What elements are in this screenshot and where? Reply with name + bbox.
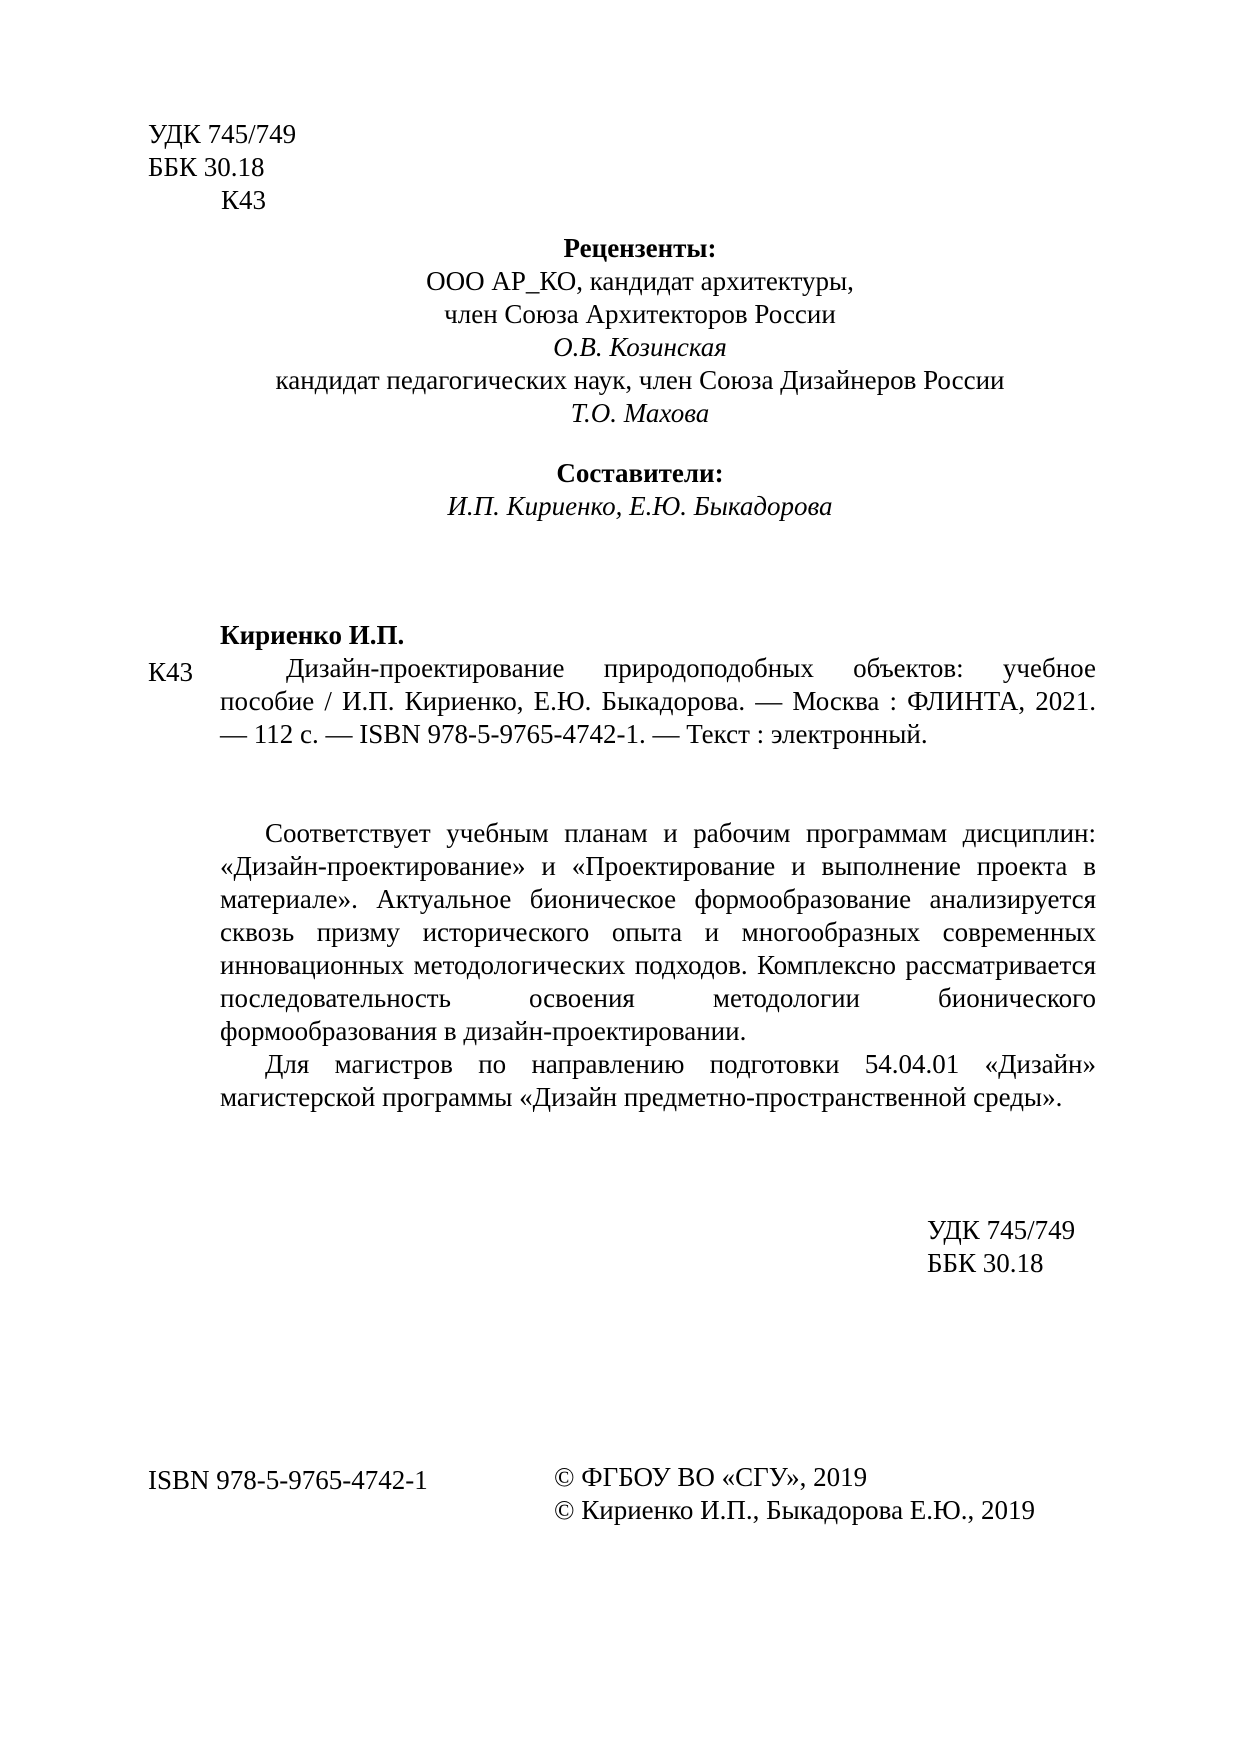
bottom-classification-block — [927, 1214, 1075, 1280]
compilers-block — [190, 457, 1090, 523]
reviewer2-name: Т.О. Махова — [570, 398, 710, 428]
udk-code-bottom: УДК 745/749 — [927, 1215, 1076, 1245]
copyright-block — [554, 1461, 1035, 1527]
annotation-block — [220, 817, 1096, 1114]
top-classification-block — [148, 118, 296, 217]
annotation-paragraph-2: Для магистров по направлению подготовки 54.04.01 «Дизайн» магистерской программы «Дизайн предметно-пространственной среды». — [220, 1049, 1096, 1112]
reviewer1-name: О.В. Козинская — [553, 332, 727, 362]
copyright-publisher: © ФГБОУ ВО «СГУ», 2019 — [554, 1462, 868, 1492]
udk-code: УДК 745/749 — [148, 119, 297, 149]
isbn-number: ISBN 978-5-9765-4742-1 — [148, 1465, 428, 1495]
bbk-code: ББК 30.18 — [148, 152, 265, 182]
reviewers-heading: Рецензенты: — [563, 233, 717, 263]
reviewers-block — [190, 232, 1090, 430]
compilers-names: И.П. Кириенко, Е.Ю. Быкадорова — [447, 491, 833, 521]
bbk-code-bottom: ББК 30.18 — [927, 1248, 1044, 1278]
reviewer1-affiliation-line1: ООО АР_КО, кандидат архитектуры, — [426, 266, 854, 296]
compilers-heading: Составители: — [556, 458, 724, 488]
author-sign: К43 — [221, 185, 267, 215]
annotation-paragraph-1: Соответствует учебным планам и рабочим программам дисциплин: «Дизайн-проектирование» и «Проектирование и выполнение проекта в материале». Актуальное бионическое формообразование анализируется сквозь призму исторического опыта и многообразных современных инновационных методологических подходов. Комплексно рассматривается последовательность освоения методологии бионического формообразования в дизайн-проектировании. — [220, 818, 1096, 1046]
reviewer1-affiliation-line2: член Союза Архитекторов России — [444, 299, 836, 329]
copyright-authors: © Кириенко И.П., Быкадорова Е.Ю., 2019 — [554, 1495, 1036, 1525]
reviewer2-affiliation: кандидат педагогических наук, член Союза Дизайнеров России — [275, 365, 1005, 395]
bibliographic-description: Дизайн-проектирование природоподобных объектов: учебное пособие / И.П. Кириенко, Е.Ю. Быкадорова. — Москва : ФЛИНТА, 2021. — 112 с. — ISBN 978-5-9765-4742-1. — Текст : электронный. — [220, 653, 1096, 749]
bibliographic-code: К43 — [148, 657, 194, 687]
bibliographic-author: Кириенко И.П. — [220, 620, 405, 650]
